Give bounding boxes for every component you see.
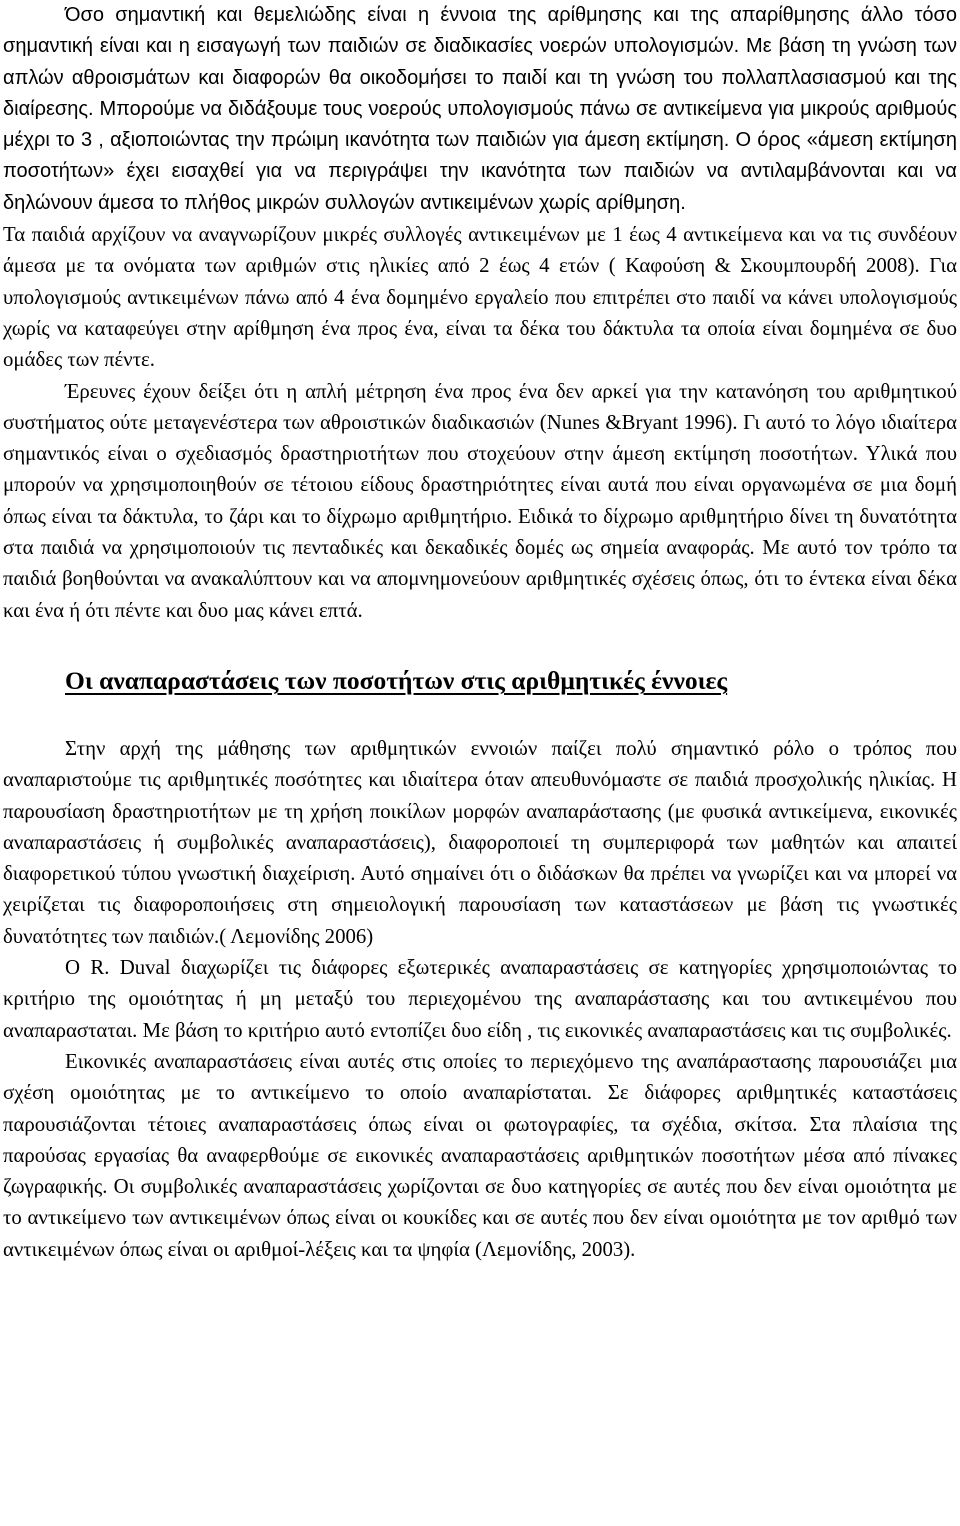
paragraph-research-materials: Έρευνες έχουν δείξει ότι η απλή μέτρηση ένα προς ένα δεν αρκεί για την κατανόηση του αριθμητικού συστήματος ούτε μεταγενέστερα των αθροιστικών διαδικασιών (Nunes &Bryant 1996). Γι αυτό το λόγο ιδιαίτερα σημαντικός είναι ο σχεδιασμός δραστηριοτήτων που στοχεύουν στην άμεση εκτίμηση ποσοτήτων. Υλικά που μπορούν να χρησιμοποιηθούν σε τέτοιου είδους δραστηριότητες είναι αυτά που είναι οργανωμένα σε μια δομή όπως είναι τα δάκτυλα, το ζάρι και το δίχρωμο αριθμητήριο. Ειδικά το δίχρωμο αριθμητήριο δίνει τη δυνατότητα στα παιδιά να χρησιμοποιούν τις πενταδικές και δεκαδικές δομές ως σημεία αναφοράς. Με αυτό τον τρόπο τα παιδιά βοηθούνται να ανακαλύπτουν και να απομνημονεύουν αριθμητικές σχέσεις όπως, ότι το έντεκα είναι δέκα και ένα ή ότι πέντε και δυο μας κάνει επτά. xyxy=(3,379,957,622)
paragraph-representations-intro: Στην αρχή της μάθησης των αριθμητικών εννοιών παίζει πολύ σημαντικό ρόλο ο τρόπος που αναπαριστούμε τις αριθμητικές ποσότητες και ιδιαίτερα όταν απευθυνόμαστε σε παιδιά προσχολικής ηλικίας. Η παρουσίαση δραστηριοτήτων με τη χρήση ποικίλων μορφών αναπαράστασης (με φυσικά αντικείμενα, εικονικές αναπαραστάσεις ή συμβολικές αναπαραστάσεις), διαφοροποιεί τη συμπεριφορά των μαθητών και απαιτεί διαφορετικού τύπου γνωστική διαχείριση. Αυτό σημαίνει ότι ο διδάσκων θα πρέπει να γνωρίζει και να μπορεί να χειρίζεται τις διαφοροποιήσεις στη σημειολογική παρουσίαση των καταστάσεων με βάση τις γνωστικές δυνατότητες των παιδιών.( Λεμονίδης 2006) xyxy=(3,736,957,948)
paragraph-subitizing-fingers: Τα παιδιά αρχίζουν να αναγνωρίζουν μικρές συλλογές αντικειμένων με 1 έως 4 αντικείμενα και να τις συνδέουν άμεσα με τα ονόματα των αριθμών στις ηλικίες από 2 έως 4 ετών ( Καφούση & Σκουμπουρδή 2008). Για υπολογισμούς αντικειμένων πάνω από 4 ένα δομημένο εργαλείο που επιτρέπει στο παιδί να κάνει υπολογισμούς χωρίς να καταφεύγει στην αρίθμηση ένα προς ένα, είναι τα δέκα του δάκτυλα τα οποία είναι δομημένα σε δυο ομάδες των πέντε. xyxy=(3,223,957,372)
section-intro xyxy=(3,0,957,626)
section-representations xyxy=(3,733,957,1265)
paragraph-duval: Ο R. Duval διαχωρίζει τις διάφορες εξωτερικές αναπαραστάσεις σε κατηγορίες χρησιμοποιώντας το κριτήριο της ομοιότητας ή μη μεταξύ του περιεχομένου της αναπαράστασης και του αντικειμένου που αναπαρασταται. Με βάση το κριτήριο αυτό εντοπίζει δυο είδη , τις εικονικές αναπαραστάσεις και τις συμβολικές. xyxy=(3,956,957,1042)
paragraph-iconic-symbolic: Εικονικές αναπαραστάσεις είναι αυτές στις οποίες το περιεχόμενο της αναπάραστασης παρουσιάζει μια σχέση ομοιότητας με το αντικείμενο το οποίο αναπαρίσταται. Σε διάφορες αριθμητικές καταστάσεις παρουσιάζονται τέτοιες αναπαραστάσεις όπως είναι οι φωτογραφίες, τα σχέδια, σκίτσα. Στα πλαίσια της παρούσας εργασίας θα αναφερθούμε σε εικονικές αναπαραστάσεις αριθμητικών ποσοτήτων μέσα από πίνακες ζωγραφικής. Οι συμβολικές αναπαραστάσεις χωρίζονται σε δυο κατηγορίες σε αυτές που δεν είναι ομοιότητα με το αντικείμενο των αντικειμένων όπως είναι οι κουκίδες και σε αυτές που δεν είναι ομοιότητα με τον αριθμό των αντικειμένων όπως είναι οι αριθμοί-λέξεις και τα ψηφία (Λεμονίδης, 2003). xyxy=(3,1049,957,1261)
section-heading: Οι αναπαραστάσεις των ποσοτήτων στις αριθμητικές έννοιες xyxy=(65,665,728,695)
paragraph-mental-calculation: Όσο σημαντική και θεμελιώδης είναι η έννοια της αρίθμησης και της απαρίθμησης άλλο τόσο σημαντική είναι και η εισαγωγή των παιδιών σε διαδικασίες νοερών υπολογισμών. Με βάση τη γνώση των απλών αθροισμάτων και διαφορών θα οικοδομήσει το παιδί και τη γνώση του πολλαπλασιασμού και της διαίρεσης. Μπορούμε να διδάξουμε τους νοερούς υπολογισμούς πάνω σε αντικείμενα για μικρούς αριθμούς μέχρι το 3 , αξιοποιώντας την πρώιμη ικανότητα των παιδιών για άμεση εκτίμηση. Ο όρος «άμεση εκτίμηση ποσοτήτων» έχει εισαχθεί για να περιγράψει την ικανότητα των παιδιών να αντιλαμβάνονται και να δηλώνουν άμεσα το πλήθος μικρών συλλογών αντικειμένων χωρίς αρίθμηση. xyxy=(3,4,957,214)
